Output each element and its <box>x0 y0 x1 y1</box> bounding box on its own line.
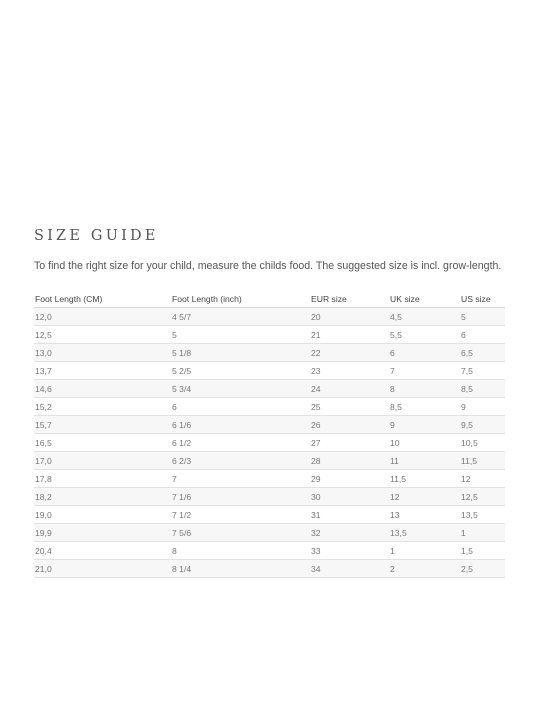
cell-foot-length-inch: 7 5/6 <box>171 524 310 542</box>
cell-foot-length-cm: 16,5 <box>34 434 171 452</box>
table-row <box>34 452 505 470</box>
table-row <box>34 416 505 434</box>
table-header <box>34 290 505 308</box>
cell-uk-size: 7 <box>389 362 460 380</box>
cell-foot-length-cm: 21,0 <box>34 560 171 578</box>
cell-foot-length-cm: 20,4 <box>34 542 171 560</box>
cell-foot-length-cm: 12,5 <box>34 326 171 344</box>
cell-eur-size: 30 <box>310 488 389 506</box>
cell-us-size: 13,5 <box>460 506 505 524</box>
cell-eur-size: 23 <box>310 362 389 380</box>
cell-uk-size: 6 <box>389 344 460 362</box>
cell-foot-length-cm: 17,8 <box>34 470 171 488</box>
table-row <box>34 488 505 506</box>
cell-foot-length-cm: 13,0 <box>34 344 171 362</box>
table-row <box>34 470 505 488</box>
cell-eur-size: 32 <box>310 524 389 542</box>
cell-foot-length-inch: 5 2/5 <box>171 362 310 380</box>
cell-foot-length-cm: 15,2 <box>34 398 171 416</box>
cell-eur-size: 28 <box>310 452 389 470</box>
cell-foot-length-inch: 6 1/2 <box>171 434 310 452</box>
cell-uk-size: 5,5 <box>389 326 460 344</box>
cell-uk-size: 8 <box>389 380 460 398</box>
cell-us-size: 12,5 <box>460 488 505 506</box>
cell-eur-size: 21 <box>310 326 389 344</box>
cell-foot-length-inch: 7 1/2 <box>171 506 310 524</box>
table-row <box>34 560 505 578</box>
cell-foot-length-cm: 19,0 <box>34 506 171 524</box>
cell-eur-size: 34 <box>310 560 389 578</box>
table-row <box>34 344 505 362</box>
cell-us-size: 8,5 <box>460 380 505 398</box>
table-row <box>34 524 505 542</box>
cell-eur-size: 29 <box>310 470 389 488</box>
cell-foot-length-inch: 6 1/6 <box>171 416 310 434</box>
cell-eur-size: 27 <box>310 434 389 452</box>
table-row <box>34 380 505 398</box>
cell-eur-size: 25 <box>310 398 389 416</box>
cell-foot-length-cm: 15,7 <box>34 416 171 434</box>
header-foot-length-inch: Foot Length (inch) <box>171 290 310 308</box>
cell-foot-length-cm: 14,6 <box>34 380 171 398</box>
cell-eur-size: 26 <box>310 416 389 434</box>
cell-foot-length-inch: 7 <box>171 470 310 488</box>
header-eur-size: EUR size <box>310 290 389 308</box>
table-row <box>34 434 505 452</box>
cell-foot-length-cm: 18,2 <box>34 488 171 506</box>
cell-us-size: 10,5 <box>460 434 505 452</box>
cell-foot-length-inch: 6 2/3 <box>171 452 310 470</box>
cell-foot-length-cm: 17,0 <box>34 452 171 470</box>
intro-text: To find the right size for your child, measure the childs food. The suggested size is incl. grow-length. <box>34 260 502 272</box>
cell-uk-size: 13,5 <box>389 524 460 542</box>
cell-us-size: 6 <box>460 326 505 344</box>
cell-us-size: 11,5 <box>460 452 505 470</box>
cell-uk-size: 11,5 <box>389 470 460 488</box>
header-uk-size: UK size <box>389 290 460 308</box>
table-row <box>34 542 505 560</box>
table-row <box>34 398 505 416</box>
cell-foot-length-inch: 4 5/7 <box>171 308 310 326</box>
cell-uk-size: 8,5 <box>389 398 460 416</box>
cell-us-size: 1 <box>460 524 505 542</box>
cell-foot-length-inch: 7 1/6 <box>171 488 310 506</box>
cell-us-size: 5 <box>460 308 505 326</box>
cell-us-size: 7,5 <box>460 362 505 380</box>
header-row <box>34 290 505 308</box>
cell-uk-size: 11 <box>389 452 460 470</box>
cell-us-size: 12 <box>460 470 505 488</box>
cell-eur-size: 22 <box>310 344 389 362</box>
cell-eur-size: 31 <box>310 506 389 524</box>
header-foot-length-cm: Foot Length (CM) <box>34 290 171 308</box>
cell-foot-length-inch: 5 1/8 <box>171 344 310 362</box>
cell-us-size: 9,5 <box>460 416 505 434</box>
table-row <box>34 308 505 326</box>
cell-uk-size: 9 <box>389 416 460 434</box>
cell-uk-size: 2 <box>389 560 460 578</box>
cell-uk-size: 10 <box>389 434 460 452</box>
cell-foot-length-inch: 6 <box>171 398 310 416</box>
header-us-size: US size <box>460 290 505 308</box>
page-title: SIZE GUIDE <box>34 228 159 244</box>
cell-eur-size: 33 <box>310 542 389 560</box>
cell-us-size: 2,5 <box>460 560 505 578</box>
cell-foot-length-cm: 12,0 <box>34 308 171 326</box>
cell-foot-length-cm: 19,9 <box>34 524 171 542</box>
cell-eur-size: 20 <box>310 308 389 326</box>
cell-foot-length-inch: 5 <box>171 326 310 344</box>
cell-us-size: 6,5 <box>460 344 505 362</box>
cell-eur-size: 24 <box>310 380 389 398</box>
cell-uk-size: 4,5 <box>389 308 460 326</box>
cell-us-size: 9 <box>460 398 505 416</box>
cell-foot-length-inch: 8 1/4 <box>171 560 310 578</box>
cell-foot-length-inch: 5 3/4 <box>171 380 310 398</box>
cell-foot-length-inch: 8 <box>171 542 310 560</box>
table-body <box>34 308 505 578</box>
size-guide <box>34 226 506 578</box>
cell-uk-size: 1 <box>389 542 460 560</box>
size-table <box>34 290 505 578</box>
table-row <box>34 506 505 524</box>
table-row <box>34 326 505 344</box>
cell-us-size: 1,5 <box>460 542 505 560</box>
table-row <box>34 362 505 380</box>
cell-foot-length-cm: 13,7 <box>34 362 171 380</box>
cell-uk-size: 12 <box>389 488 460 506</box>
cell-uk-size: 13 <box>389 506 460 524</box>
